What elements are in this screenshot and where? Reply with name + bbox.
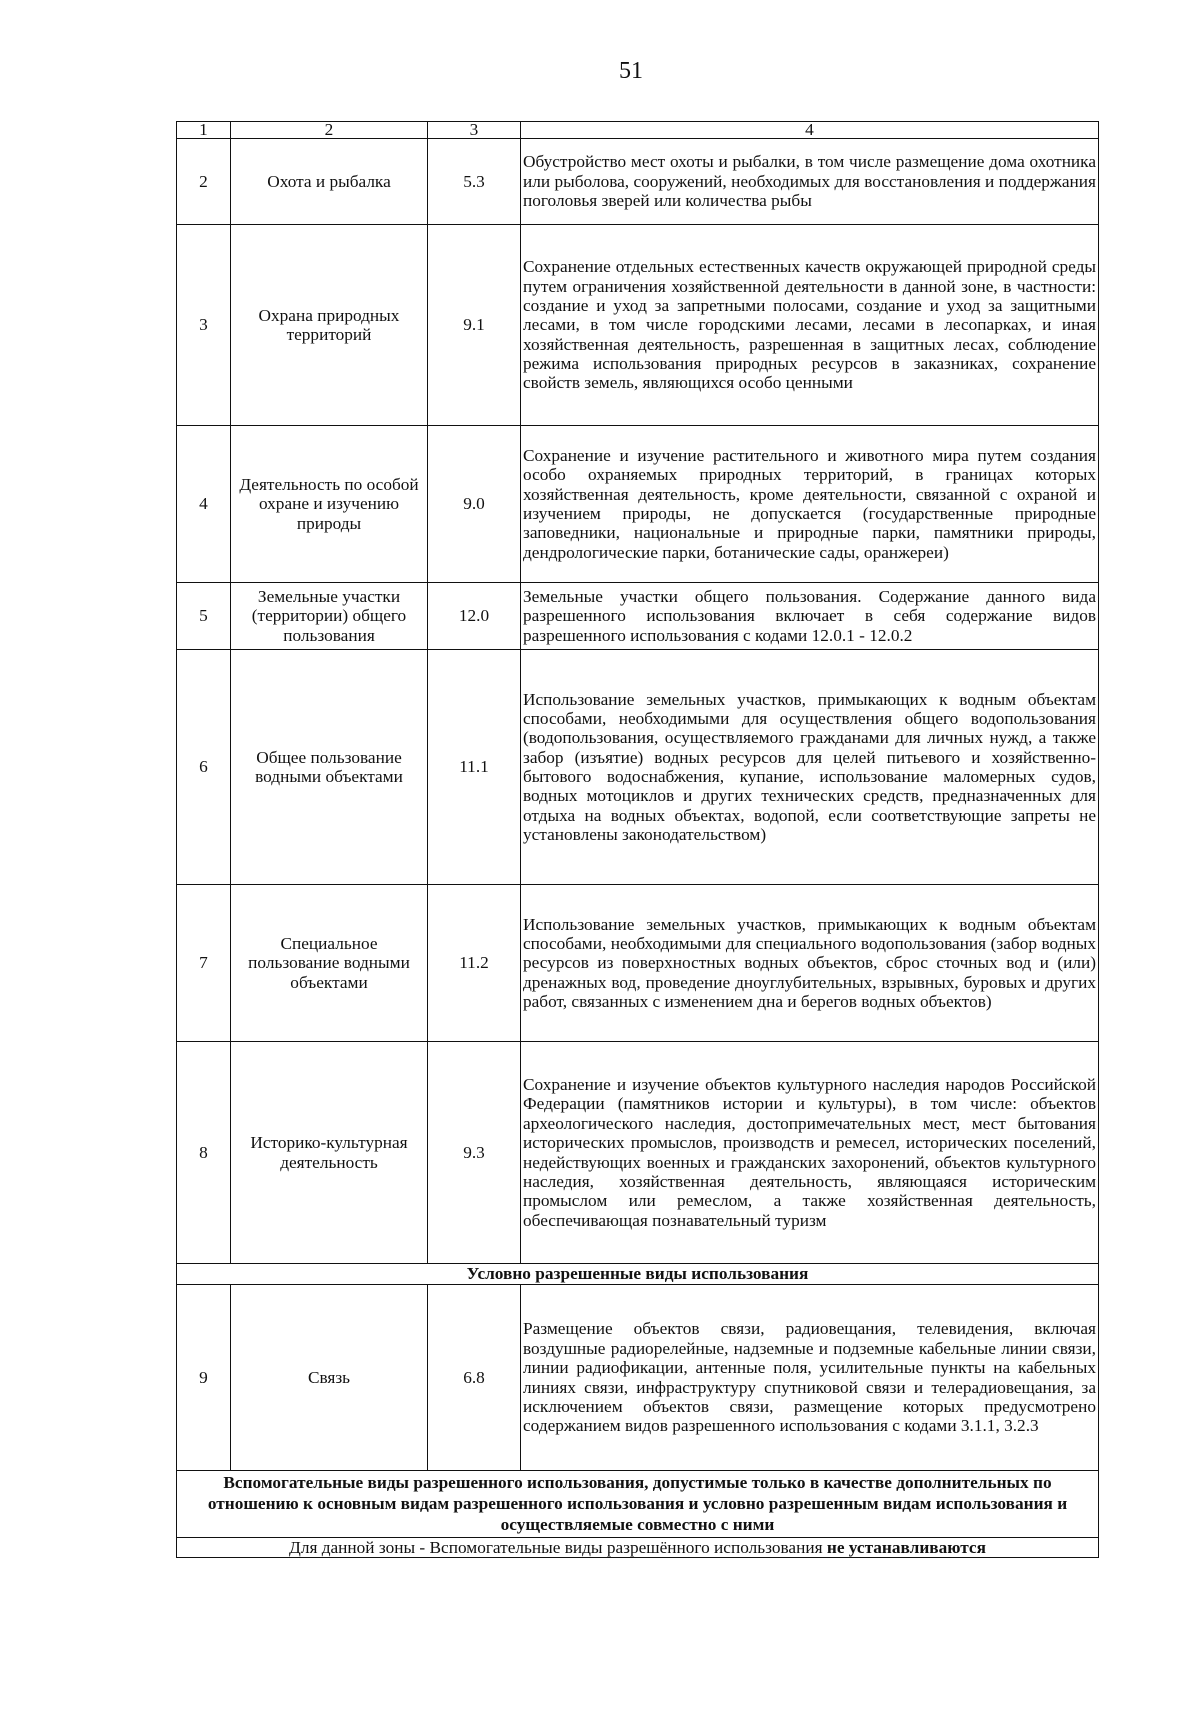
row-number: 2	[177, 139, 231, 225]
use-type-name: Охрана природных территорий	[231, 225, 428, 426]
table-row	[177, 426, 1099, 583]
row-number: 6	[177, 650, 231, 885]
use-type-description: Сохранение и изучение растительного и животного мира путем создания особо охраняемых природных территорий, в границах которых хозяйственная деятельность, кроме деятельности, связанной с охраной и изучением природы, не допускается (государственные природные заповедники, национальные и природные парки, памятники природы, дендрологические парки, ботанические сады, оранжереи)	[521, 426, 1099, 583]
use-type-code: 9.3	[428, 1042, 521, 1264]
column-number: 4	[521, 122, 1099, 139]
use-type-code: 9.1	[428, 225, 521, 426]
use-type-name: Охота и рыбалка	[231, 139, 428, 225]
table-row	[177, 1042, 1099, 1264]
row-number: 7	[177, 885, 231, 1042]
column-number-row	[177, 122, 1099, 139]
use-type-name: Историко-культурная деятельность	[231, 1042, 428, 1264]
row-number: 3	[177, 225, 231, 426]
section-header-auxiliary	[177, 1471, 1099, 1538]
use-type-name: Деятельность по особой охране и изучению природы	[231, 426, 428, 583]
row-number: 5	[177, 583, 231, 650]
use-type-description: Использование земельных участков, примыкающих к водным объектам способами, необходимыми для осуществления общего водопользования (водопользования, осуществляемого гражданами для личных нужд, а также забор (изъятие) водных ресурсов для целей питьевого и хозяйственно-бытового водоснабжения, купание, использование маломерных судов, водных мотоциклов и других технических средств, предназначенных для отдыха на водных объектах, водопой, если соответствующие запреты не установлены законодательством)	[521, 650, 1099, 885]
row-number: 8	[177, 1042, 231, 1264]
use-type-name: Общее пользование водными объектами	[231, 650, 428, 885]
table-row	[177, 885, 1099, 1042]
row-number: 9	[177, 1285, 231, 1471]
section-title: Условно разрешенные виды использования	[177, 1264, 1099, 1285]
use-type-description: Размещение объектов связи, радиовещания, телевидения, включая воздушные радиорелейные, надземные и подземные кабельные линии связи, линии радиофикации, антенные поля, усилительные пункты на кабельных линиях связи, инфраструктуру спутниковой связи и телерадиовещания, за исключением объектов связи, размещение которых предусмотрено содержанием видов разрешенного использования с кодами 3.1.1, 3.2.3	[521, 1285, 1099, 1471]
use-type-code: 11.2	[428, 885, 521, 1042]
column-number: 3	[428, 122, 521, 139]
table-row	[177, 650, 1099, 885]
use-type-name: Специальное пользование водными объектами	[231, 885, 428, 1042]
column-number: 2	[231, 122, 428, 139]
use-type-code: 5.3	[428, 139, 521, 225]
land-use-table	[176, 121, 1099, 1558]
use-type-name: Связь	[231, 1285, 428, 1471]
table-row	[177, 583, 1099, 650]
use-type-description: Обустройство мест охоты и рыбалки, в том числе размещение дома охотника или рыболова, сооружений, необходимых для восстановления и поддержания поголовья зверей или количества рыбы	[521, 139, 1099, 225]
column-number: 1	[177, 122, 231, 139]
page-number: 51	[619, 58, 643, 84]
auxiliary-note	[177, 1538, 1099, 1558]
use-type-description: Использование земельных участков, примыкающих к водным объектам способами, необходимыми для специального водопользования (забор водных ресурсов из поверхностных водных объектов, сброс сточных вод и (или) дренажных вод, проведение дноуглубительных, взрывных, буровых и других работ, связанных с изменением дна и берегов водных объектов)	[521, 885, 1099, 1042]
auxiliary-note-row	[177, 1538, 1099, 1558]
use-type-description: Сохранение и изучение объектов культурного наследия народов Российской Федерации (памятников истории и культуры), в том числе: объектов археологического наследия, достопримечательных мест, мест бытования исторических промыслов, производств и ремесел, исторических поселений, недействующих военных и гражданских захоронений, объектов культурного наследия, хозяйственная деятельность, являющаяся историческим промыслом или ремеслом, а также хозяйственная деятельность, обеспечивающая познавательный туризм	[521, 1042, 1099, 1264]
use-type-code: 12.0	[428, 583, 521, 650]
use-type-code: 6.8	[428, 1285, 521, 1471]
use-type-code: 11.1	[428, 650, 521, 885]
section-header-conditional	[177, 1264, 1099, 1285]
auxiliary-note-text: Для данной зоны - Вспомогательные виды разрешённого использования	[289, 1538, 827, 1558]
section-title: Вспомогательные виды разрешенного использования, допустимые только в качестве дополнительных по отношению к основным видам разрешенного использования и условно разрешенным видам использования и осуществляемые совместно с ними	[177, 1471, 1099, 1538]
auxiliary-note-emphasis: не устанавливаются	[826, 1538, 986, 1558]
row-number: 4	[177, 426, 231, 583]
table-row	[177, 139, 1099, 225]
use-type-description: Земельные участки общего пользования. Содержание данного вида разрешенного использования включает в себя содержание видов разрешенного использования с кодами 12.0.1 - 12.0.2	[521, 583, 1099, 650]
table-row	[177, 225, 1099, 426]
use-type-code: 9.0	[428, 426, 521, 583]
table-row	[177, 1285, 1099, 1471]
use-type-description: Сохранение отдельных естественных качеств окружающей природной среды путем ограничения хозяйственной деятельности в данной зоне, в частности: создание и уход за запретными полосами, создание и уход за защитными лесами, в том числе городскими лесами, лесами в лесопарках, и иная хозяйственная деятельность, разрешенная в защитных лесах, соблюдение режима использования природных ресурсов в заказниках, сохранение свойств земель, являющихся особо ценными	[521, 225, 1099, 426]
use-type-name: Земельные участки (территории) общего пользования	[231, 583, 428, 650]
